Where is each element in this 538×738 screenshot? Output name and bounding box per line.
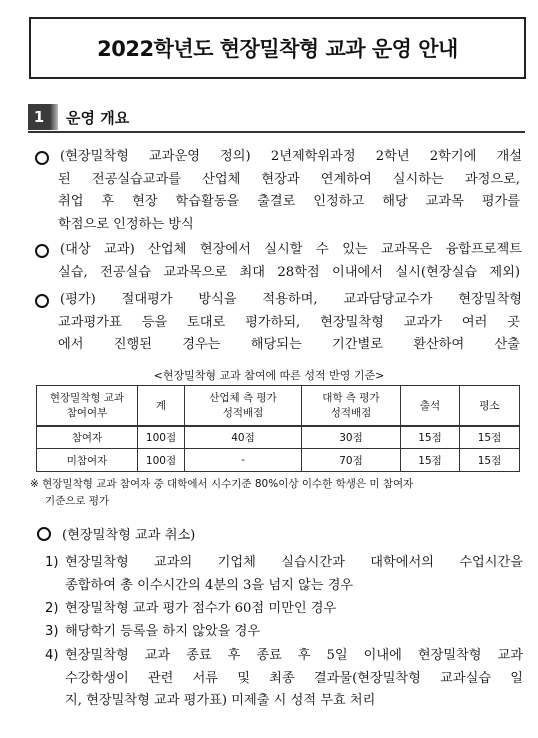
cancel-item bbox=[45, 552, 523, 597]
bullet-line: 된 전공실습교과를 산업체 현장과 연계하여 실시하는 과정으로, bbox=[58, 171, 520, 187]
header-college-eval: 대학 측 평가 성적배점 bbox=[302, 386, 401, 426]
section-underline bbox=[28, 131, 525, 133]
section-number-gradient bbox=[50, 104, 58, 130]
cancel-item bbox=[45, 598, 523, 621]
item-line: 현장밀착형 교과 종료 후 종료 후 5일 이내에 현장밀착형 교과 bbox=[65, 648, 523, 663]
table-cell: 30점 bbox=[302, 426, 401, 449]
table-cell: 15점 bbox=[401, 449, 460, 472]
table-header-row bbox=[37, 386, 520, 426]
table-cell: 참여자 bbox=[37, 426, 138, 449]
bullet-line: (대상 교과) 산업체 현장에서 실시할 수 있는 교과목은 융합프로젝트 bbox=[60, 242, 522, 257]
header-usual: 평소 bbox=[460, 386, 520, 426]
table-caption: <현장밀착형 교과 참여에 따른 성적 반영 기준> bbox=[153, 369, 385, 382]
table-cell: 70점 bbox=[302, 449, 401, 472]
item-line: 수강학생이 관련 서류 및 최종 결과물(현장밀착형 교과실습 일 bbox=[65, 670, 523, 686]
footnote-line: ※ 현장밀착형 교과 참여자 중 대학에서 시수기준 80%이상 이수한 학생은 미 참여자 bbox=[30, 478, 414, 490]
table-cell: 15점 bbox=[460, 449, 520, 472]
header-total: 계 bbox=[138, 386, 185, 426]
table-cell: - bbox=[185, 449, 302, 472]
table-cell: 미참여자 bbox=[37, 449, 138, 472]
section-title: 운영 개요 bbox=[66, 108, 130, 127]
table-cell: 100점 bbox=[138, 426, 185, 449]
section-header bbox=[28, 104, 525, 130]
table-row bbox=[37, 449, 520, 472]
cancel-heading bbox=[37, 524, 195, 543]
bullet-line: 교과평가표 등을 토대로 평가하되, 현장밀착형 교과가 여러 곳 bbox=[58, 314, 520, 330]
circle-bullet-icon bbox=[35, 151, 49, 165]
title-box bbox=[29, 17, 526, 79]
table-cell: 100점 bbox=[138, 449, 185, 472]
bullet-line: 실습, 전공실습 교과목으로 최대 28학점 이내에서 실시(현장실습 제외) bbox=[58, 264, 520, 280]
header-industry-eval: 산업체 측 평가 성적배점 bbox=[185, 386, 302, 426]
cancel-item bbox=[45, 645, 523, 713]
item-number: 1) bbox=[45, 555, 59, 570]
bullet-line: 에서 진행된 경우는 해당되는 기간별로 환산하여 산출 bbox=[58, 337, 520, 352]
grade-criteria-table bbox=[36, 385, 520, 472]
circle-bullet-icon bbox=[37, 527, 51, 541]
bullet-evaluation bbox=[35, 289, 522, 357]
header-attendance: 출석 bbox=[401, 386, 460, 426]
bullet-line: (현장밀착형 교과운영 정의) 2년제학위과정 2학년 2학기에 개설 bbox=[60, 149, 522, 164]
cancel-title: (현장밀착형 교과 취소) bbox=[62, 528, 196, 543]
header-participation: 현장밀착형 교과 참여여부 bbox=[37, 386, 138, 426]
bullet-target-courses bbox=[35, 239, 522, 284]
item-number: 4) bbox=[45, 648, 59, 663]
table-cell: 15점 bbox=[460, 426, 520, 449]
table-footnote bbox=[30, 476, 525, 510]
footnote-line: 기준으로 평가 bbox=[45, 495, 110, 507]
item-line: 종합하여 총 이수시간의 4분의 3을 넘지 않는 경우 bbox=[65, 577, 354, 593]
bullet-line: (평가) 절대평가 방식을 적용하며, 교과담당교수가 현장밀착형 bbox=[60, 292, 522, 307]
bullet-definition bbox=[35, 146, 528, 236]
circle-bullet-icon bbox=[35, 294, 49, 308]
table-cell: 15점 bbox=[401, 426, 460, 449]
item-number: 3) bbox=[45, 624, 59, 639]
item-line: 지, 현장밀착형 교과 평가표) 미제출 시 성적 무효 처리 bbox=[65, 693, 376, 708]
circle-bullet-icon bbox=[35, 244, 49, 258]
page-title: 2022학년도 현장밀착형 교과 운영 안내 bbox=[97, 37, 458, 61]
bullet-line: 학점으로 인정하는 방식 bbox=[58, 216, 194, 232]
item-line: 해당학기 등록을 하지 않았을 경우 bbox=[65, 624, 261, 639]
table-cell: 40점 bbox=[185, 426, 302, 449]
section-number: 1 bbox=[28, 104, 50, 130]
bullet-line: 취업 후 현장 학습활동을 출결로 인정하고 해당 교과목 평가를 bbox=[58, 194, 520, 209]
item-line: 현장밀착형 교과 평가 점수가 60점 미만인 경우 bbox=[65, 601, 337, 616]
item-number: 2) bbox=[45, 601, 59, 616]
item-line: 현장밀착형 교과의 기업체 실습시간과 대학에서의 수업시간을 bbox=[65, 555, 523, 570]
cancel-item bbox=[45, 621, 523, 644]
table-row bbox=[37, 426, 520, 449]
